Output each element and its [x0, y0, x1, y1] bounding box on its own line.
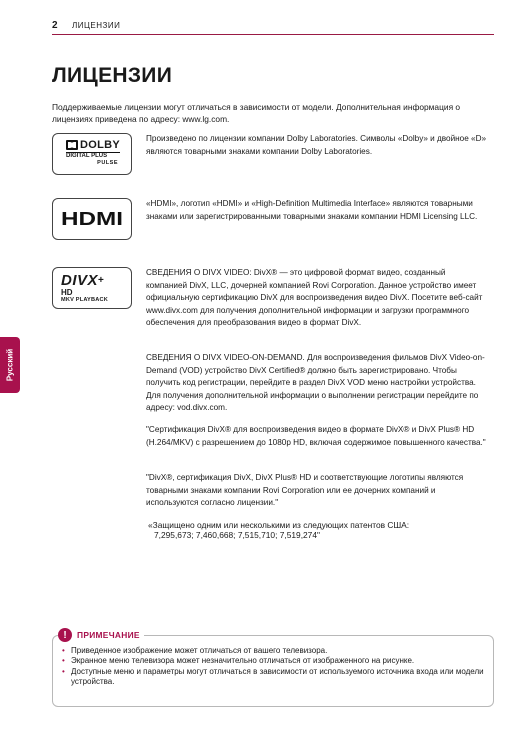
divx-plus-mark: + — [98, 275, 105, 286]
patent-line-2: 7,295,673; 7,460,668; 7,515,710; 7,519,274" — [154, 530, 320, 540]
divx-vod-text: СВЕДЕНИЯ О DIVX VIDEO-ON-DEMAND. Для воспроизведения фильмов DivX Video-on-Demand (VOD) устройство DivX Certified® должно быть зарегистрировано. Чтобы получить код регистрации, перейдите в раздел DivX VOD меню настройки устройства. Для получения дополнительной информации о выполнении регистрации перейдите по адресу: vod.divx.com. — [146, 353, 485, 412]
hdmi-license-text: «HDMI», логотип «HDMI» и «High-Definition Multimedia Interface» являются товарными знаками или зарегистрированными товарными знаками компании HDMI Licensing LLC. — [146, 199, 478, 221]
patent-line-1: «Защищено одним или несколькими из следующих патентов США: — [148, 520, 410, 530]
list-item: • Приведенное изображение может отличаться от вашего телевизора. — [62, 646, 490, 656]
divx-trademark-text: "DivX®, сертификация DivX, DivX Plus® HD и соответствующие логотипы являются товарными знаками компании Rovi Corporation или ее дочерних компаний и используются согласно лицензии." — [146, 473, 464, 507]
double-d-icon — [66, 140, 78, 150]
dolby-logo-line1: DIGITAL PLUS — [66, 153, 108, 159]
running-title: ЛИЦЕНЗИИ — [72, 21, 121, 30]
note-list — [62, 646, 490, 687]
divx-about-text: СВЕДЕНИЯ О DIVX VIDEO: DivX® — это цифровой формат видео, созданный компанией DivX, LLC, дочерней компанией Rovi Corporation. Данное устройство имеет официальную сертификацию DivX для воспроизведения видео DivX. Посетите веб-сайт www.divx.com для получения дополнительной информации и загрузки программного обеспечения для преобразования видео в формат DivX. — [146, 268, 483, 327]
dolby-license-text: Произведено по лицензии компании Dolby Laboratories. Символы «Dolby» и двойное «D» являются товарными знаками компании Dolby Laboratories. — [146, 134, 487, 156]
language-side-tab-label: Русский — [5, 348, 15, 382]
header-rule — [52, 34, 494, 35]
page-title: ЛИЦЕНЗИИ — [52, 64, 173, 87]
intro-text: Поддерживаемые лицензии могут отличаться в зависимости от модели. Дополнительная информация о лицензиях приведена по адресу: www.lg.com. — [52, 102, 461, 124]
exclamation-icon: ! — [58, 628, 72, 642]
hdmi-logo — [52, 198, 132, 240]
list-item: • Экранное меню телевизора может незначительно отличаться от изображенного на рисунке. — [62, 656, 490, 666]
divx-logo-hd: HD — [61, 288, 73, 297]
page-number: 2 — [52, 20, 58, 31]
dolby-logo-word: DOLBY — [80, 139, 120, 151]
divx-logo-mkv: MKV PLAYBACK — [61, 297, 108, 303]
dolby-logo-line2: PULSE — [97, 160, 118, 166]
divx-logo — [52, 267, 132, 309]
note-title: ПРИМЕЧАНИЕ — [77, 630, 140, 640]
divx-certification-text: "Сертификация DivX® для воспроизведения видео в формате DivX® и DivX Plus® HD (H.264/MKV) с разрешением до 1080p HD, включая содержимое повышенного качества." — [146, 425, 486, 447]
divx-logo-word: DIVX — [61, 272, 99, 289]
hdmi-logo-word: HDMI — [61, 210, 123, 228]
page-header — [52, 20, 494, 34]
list-item: • Доступные меню и параметры могут отличаться в зависимости от используемого источника входа или модели устройства. — [62, 667, 490, 688]
hdmi-logo-mark — [59, 210, 125, 228]
dolby-logo — [52, 133, 132, 175]
patent-notice — [148, 520, 488, 540]
note-header — [58, 627, 144, 643]
language-side-tab — [0, 337, 20, 393]
